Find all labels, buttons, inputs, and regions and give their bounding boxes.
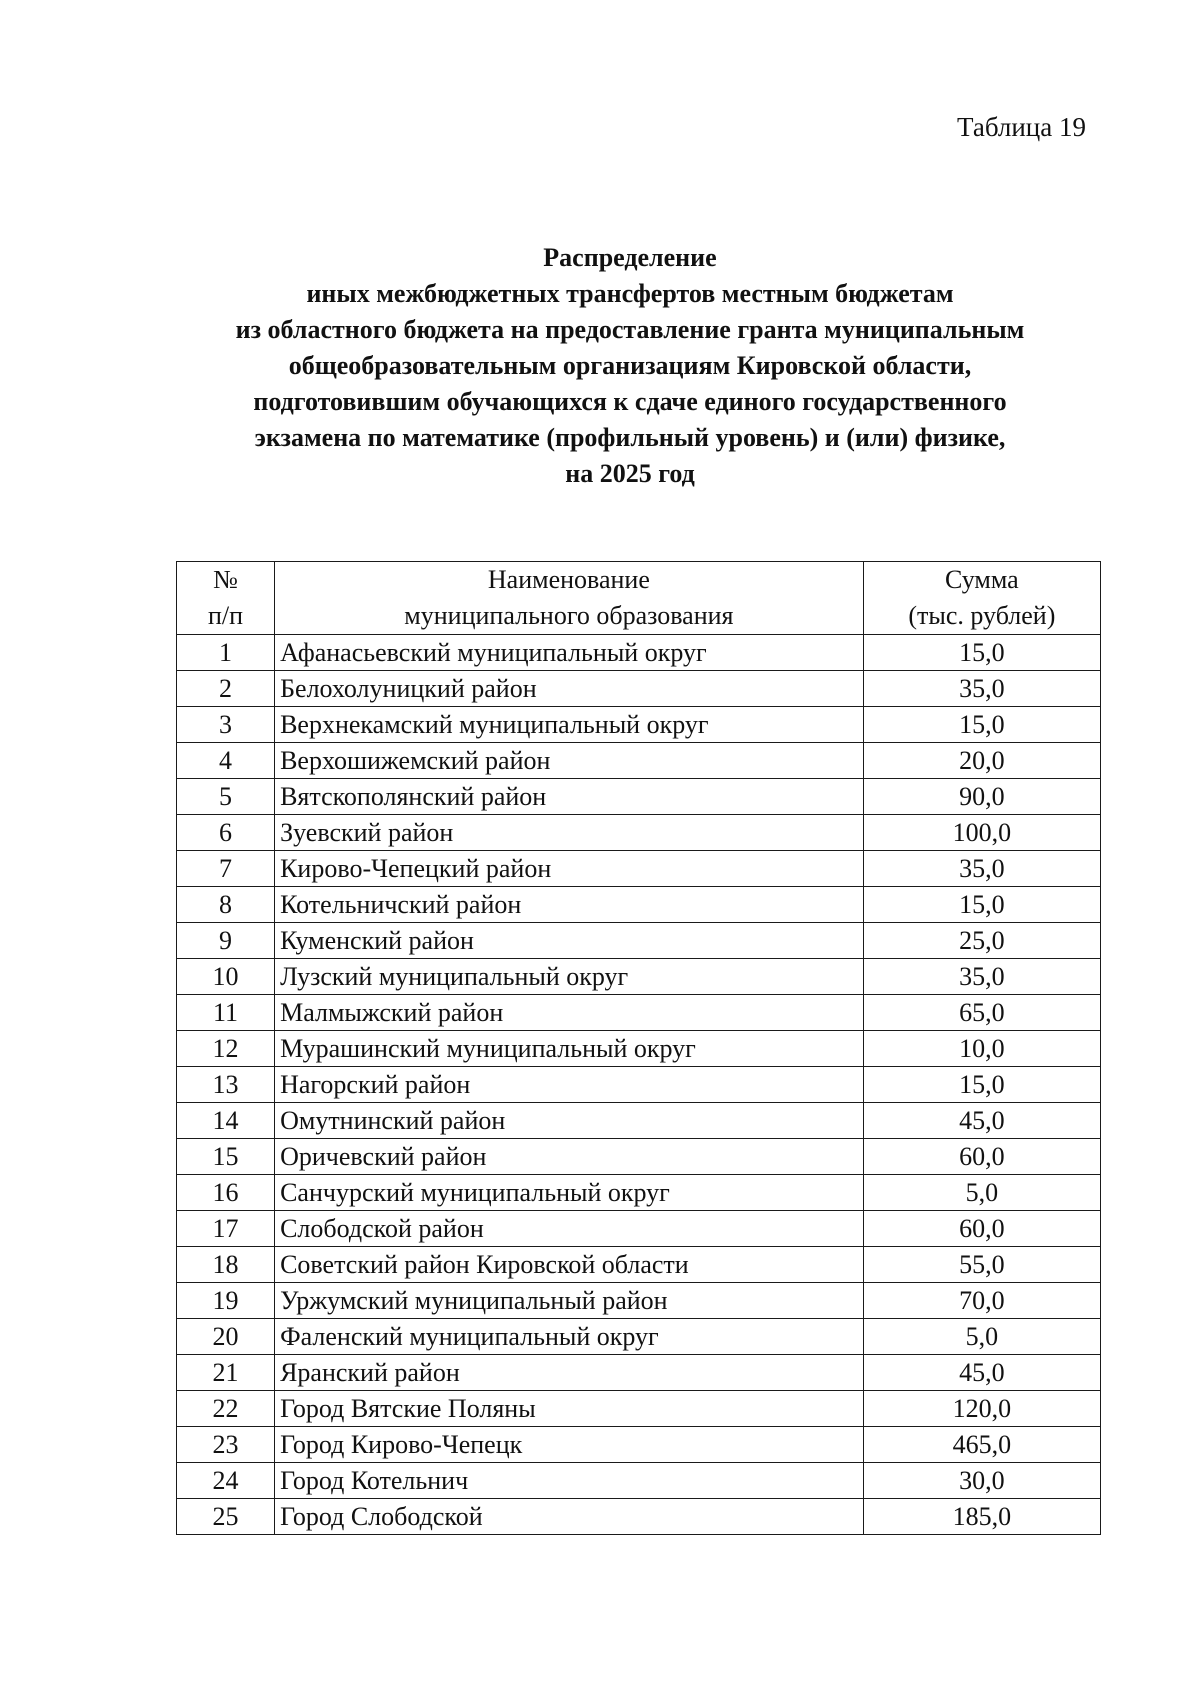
row-number: 22 [177, 1391, 275, 1427]
row-number: 3 [177, 707, 275, 743]
municipality-name: Уржумский муниципальный район [275, 1283, 864, 1319]
row-number: 10 [177, 959, 275, 995]
municipality-name: Куменский район [275, 923, 864, 959]
municipality-name: Верхнекамский муниципальный округ [275, 707, 864, 743]
table-row [177, 851, 1101, 887]
sum-value: 120,0 [863, 1391, 1100, 1427]
title-line: подготовившим обучающихся к сдаче единого государственного [253, 387, 1007, 416]
row-number: 1 [177, 635, 275, 671]
sum-value: 10,0 [863, 1031, 1100, 1067]
municipality-name: Кирово-Чепецкий район [275, 851, 864, 887]
row-number: 24 [177, 1463, 275, 1499]
title-line: на 2025 год [565, 459, 695, 488]
table-row [177, 923, 1101, 959]
title-line: иных межбюджетных трансфертов местным бюджетам [306, 279, 954, 308]
sum-value: 5,0 [863, 1319, 1100, 1355]
row-number: 17 [177, 1211, 275, 1247]
table-row [177, 635, 1101, 671]
title-line: Распределение [543, 243, 717, 272]
row-number: 6 [177, 815, 275, 851]
municipality-name: Город Слободской [275, 1499, 864, 1535]
title-line: экзамена по математике (профильный уровень) и (или) физике, [254, 423, 1006, 452]
sum-value: 65,0 [863, 995, 1100, 1031]
municipality-name: Санчурский муниципальный округ [275, 1175, 864, 1211]
table-row [177, 1175, 1101, 1211]
header-sum-line1: Сумма [945, 565, 1019, 594]
row-number: 25 [177, 1499, 275, 1535]
row-number: 21 [177, 1355, 275, 1391]
header-municipality-name [275, 562, 864, 635]
table-row [177, 1355, 1101, 1391]
sum-value: 45,0 [863, 1355, 1100, 1391]
sum-value: 15,0 [863, 1067, 1100, 1103]
sum-value: 35,0 [863, 851, 1100, 887]
municipality-name: Советский район Кировской области [275, 1247, 864, 1283]
sum-value: 30,0 [863, 1463, 1100, 1499]
table-row [177, 1319, 1101, 1355]
municipality-name: Мурашинский муниципальный округ [275, 1031, 864, 1067]
table-row [177, 815, 1101, 851]
table-row [177, 1067, 1101, 1103]
table-header-row [177, 562, 1101, 635]
sum-value: 15,0 [863, 707, 1100, 743]
municipality-name: Белохолуницкий район [275, 671, 864, 707]
table-row [177, 887, 1101, 923]
municipality-name: Омутнинский район [275, 1103, 864, 1139]
distribution-table [176, 561, 1101, 1535]
sum-value: 35,0 [863, 959, 1100, 995]
municipality-name: Слободской район [275, 1211, 864, 1247]
header-name-line2: муниципального образования [404, 601, 734, 630]
header-number-line2: п/п [208, 601, 244, 630]
table-row [177, 1427, 1101, 1463]
row-number: 16 [177, 1175, 275, 1211]
table-row [177, 1211, 1101, 1247]
header-sum-line2: (тыс. рублей) [908, 601, 1056, 630]
municipality-name: Город Вятские Поляны [275, 1391, 864, 1427]
municipality-name: Лузский муниципальный округ [275, 959, 864, 995]
row-number: 15 [177, 1139, 275, 1175]
municipality-name: Город Котельнич [275, 1463, 864, 1499]
sum-value: 60,0 [863, 1211, 1100, 1247]
municipality-name: Котельничский район [275, 887, 864, 923]
table-row [177, 1499, 1101, 1535]
sum-value: 25,0 [863, 923, 1100, 959]
row-number: 18 [177, 1247, 275, 1283]
table-row [177, 1031, 1101, 1067]
row-number: 11 [177, 995, 275, 1031]
table-row [177, 1283, 1101, 1319]
table-row [177, 707, 1101, 743]
table-row [177, 959, 1101, 995]
sum-value: 55,0 [863, 1247, 1100, 1283]
row-number: 14 [177, 1103, 275, 1139]
municipality-name: Оричевский район [275, 1139, 864, 1175]
header-sum [863, 562, 1100, 635]
municipality-name: Город Кирово-Чепецк [275, 1427, 864, 1463]
row-number: 4 [177, 743, 275, 779]
table-number-label: Таблица 19 [957, 112, 1086, 142]
row-number: 19 [177, 1283, 275, 1319]
table-row [177, 995, 1101, 1031]
sum-value: 100,0 [863, 815, 1100, 851]
row-number: 12 [177, 1031, 275, 1067]
municipality-name: Афанасьевский муниципальный округ [275, 635, 864, 671]
sum-value: 15,0 [863, 635, 1100, 671]
municipality-name: Яранский район [275, 1355, 864, 1391]
municipality-name: Малмыжский район [275, 995, 864, 1031]
municipality-name: Верхошижемский район [275, 743, 864, 779]
row-number: 7 [177, 851, 275, 887]
row-number: 5 [177, 779, 275, 815]
row-number: 13 [177, 1067, 275, 1103]
table-row [177, 1103, 1101, 1139]
table-row [177, 1391, 1101, 1427]
sum-value: 35,0 [863, 671, 1100, 707]
row-number: 8 [177, 887, 275, 923]
sum-value: 5,0 [863, 1175, 1100, 1211]
title-line: общеобразовательным организациям Кировской области, [288, 351, 972, 380]
table-row [177, 779, 1101, 815]
sum-value: 45,0 [863, 1103, 1100, 1139]
table-row [177, 1139, 1101, 1175]
row-number: 2 [177, 671, 275, 707]
header-number-line1: № [213, 565, 238, 594]
row-number: 9 [177, 923, 275, 959]
header-name-line1: Наименование [487, 565, 650, 594]
sum-value: 185,0 [863, 1499, 1100, 1535]
sum-value: 20,0 [863, 743, 1100, 779]
title-line: из областного бюджета на предоставление гранта муниципальным [235, 315, 1025, 344]
municipality-name: Вятскополянский район [275, 779, 864, 815]
row-number: 20 [177, 1319, 275, 1355]
table-row [177, 1463, 1101, 1499]
municipality-name: Фаленский муниципальный округ [275, 1319, 864, 1355]
table-row [177, 743, 1101, 779]
municipality-name: Нагорский район [275, 1067, 864, 1103]
table-row [177, 671, 1101, 707]
sum-value: 15,0 [863, 887, 1100, 923]
municipality-name: Зуевский район [275, 815, 864, 851]
table-row [177, 1247, 1101, 1283]
sum-value: 70,0 [863, 1283, 1100, 1319]
sum-value: 90,0 [863, 779, 1100, 815]
sum-value: 60,0 [863, 1139, 1100, 1175]
sum-value: 465,0 [863, 1427, 1100, 1463]
row-number: 23 [177, 1427, 275, 1463]
document-title [190, 240, 1070, 492]
header-number [177, 562, 275, 635]
